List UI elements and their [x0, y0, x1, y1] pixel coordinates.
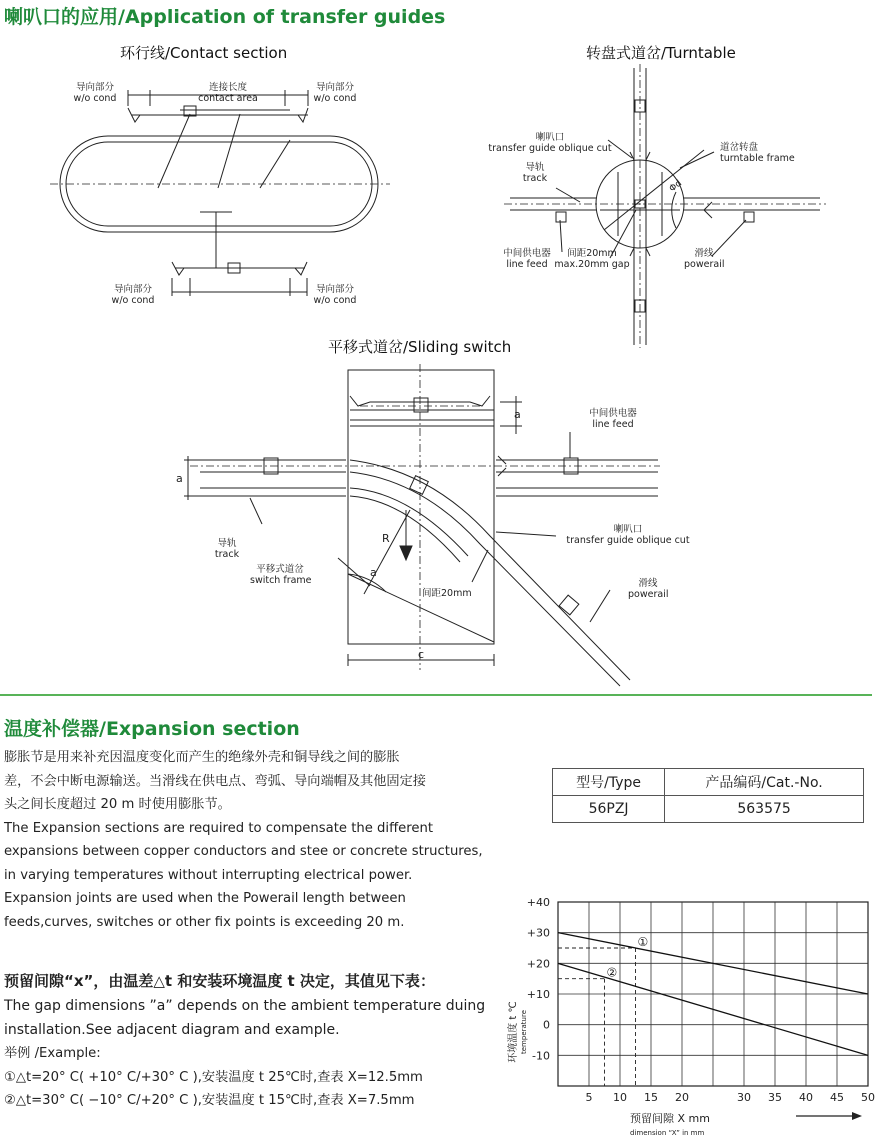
y-tick-label: 0	[543, 1018, 550, 1032]
table-cell: 563575	[665, 796, 864, 823]
example-label: 举例 /Example:	[4, 1046, 101, 1061]
contact-section-title: 环行线/Contact section	[120, 44, 288, 62]
gap-line: installation.See adjacent diagram and example.	[4, 1022, 340, 1038]
table-cell: 56PZJ	[553, 796, 665, 823]
table-row	[553, 796, 864, 823]
x-tick-label: 15	[644, 1091, 658, 1104]
line-feed-label-en: line feed	[592, 419, 634, 430]
x-tick-label: 20	[675, 1091, 689, 1104]
spec-table	[552, 768, 864, 823]
section-divider	[0, 694, 872, 696]
x-axis-arrow	[796, 1112, 862, 1120]
powerail-label-en: powerail	[684, 259, 725, 270]
x-tick-label: 40	[799, 1091, 813, 1104]
oblique-label-cn: 喇叭口	[613, 524, 643, 535]
x-tick-label: 45	[830, 1091, 844, 1104]
sliding-switch-title: 平移式道岔/Sliding switch	[328, 338, 512, 356]
track-label-cn: 导轨	[525, 162, 545, 173]
paragraph-line: feeds,curves, switches or other fix points is exceeding 20 m.	[4, 914, 405, 930]
track-label-en: track	[522, 173, 548, 184]
powerail-label-en: powerail	[628, 589, 669, 600]
powerail-label-cn: 滑线	[694, 248, 714, 259]
table-header-cell: 产品编码/Cat.-No.	[665, 769, 864, 796]
example-marker: ①	[637, 935, 649, 949]
paragraph-line: in varying temperatures without interrupting electrical power.	[4, 867, 413, 883]
section-title-application: 喇叭口的应用/Application of transfer guides	[4, 6, 446, 28]
wo-cond-label-en: w/o cond	[313, 93, 357, 104]
x-tick-label: 30	[737, 1091, 751, 1104]
turntable-frame-label-en: turntable frame	[720, 153, 795, 164]
x-axis-sublabel: dimension “X” in mm	[630, 1129, 705, 1137]
y-tick-label: +30	[526, 926, 550, 940]
offset-a-label-right: a	[514, 408, 521, 421]
y-tick-label: +10	[526, 988, 550, 1001]
track-label-cn: 导轨	[217, 538, 237, 549]
section-title-expansion: 温度补偿器/Expansion section	[4, 718, 300, 740]
temperature-gap-chart	[496, 890, 880, 1140]
gap-heading: 预留间隙“x”，由温差△t 和安装环境温度 t 决定，其值见下表：	[4, 972, 435, 990]
gap-line: The gap dimensions ”a” depends on the ambient temperature duing	[4, 998, 486, 1014]
contact-area-label-en: contact area	[198, 93, 258, 104]
paragraph-line: expansions between copper conductors and stee or concrete structures,	[4, 844, 483, 859]
gap-label-en: max.20mm gap	[554, 259, 630, 270]
wo-cond-label-cn: 导向部分	[315, 284, 354, 295]
oblique-label-en: transfer guide oblique cut	[488, 143, 612, 154]
x-tick-label: 50	[861, 1091, 875, 1104]
gap-description	[4, 994, 485, 1042]
example-block	[4, 1042, 423, 1113]
paragraph-line: 头之间长度超过 20 m 时使用膨胀节。	[4, 797, 231, 812]
table-header-cell: 型号/Type	[553, 769, 665, 796]
paragraph-line: The Expansion sections are required to compensate the different	[4, 820, 434, 836]
example-line: ②△t=30° C( −10° C/+20° C ),安装温度 t 15℃时,查表 X=7.5mm	[4, 1093, 415, 1108]
gap-label-cn: 间距20mm	[567, 248, 617, 259]
switch-frame-label-en: switch frame	[250, 575, 312, 586]
paragraph-line: 膨胀节是用来补充因温度变化而产生的绝缘外壳和铜导线之间的膨胀	[4, 750, 400, 765]
turntable-diagram	[500, 60, 830, 350]
oblique-label-cn: 喇叭口	[535, 132, 565, 143]
x-tick-label: 10	[613, 1091, 627, 1104]
gap-label: 间距20mm	[422, 588, 472, 599]
paragraph-line: 差，不会中断电源输送。当滑线在供电点、弯弧、导向端帽及其他固定接	[4, 773, 426, 789]
turntable-frame-label-cn: 道岔转盘	[720, 142, 759, 153]
expansion-description	[4, 746, 483, 934]
x-tick-label: 5	[585, 1091, 593, 1104]
y-axis-sublabel: temperature	[520, 1010, 528, 1054]
contact-section-diagram	[40, 70, 400, 310]
y-tick-label: -10	[532, 1049, 550, 1063]
y-tick-label: +40	[526, 896, 550, 909]
wo-cond-label-cn: 导向部分	[315, 82, 354, 93]
wo-cond-label-cn: 导向部分	[113, 284, 152, 295]
powerail-label-cn: 滑线	[638, 578, 658, 589]
contact-area-label-cn: 连接长度	[208, 82, 247, 93]
example-marker: ②	[606, 965, 618, 980]
line-feed-label-en: line feed	[506, 259, 548, 270]
wo-cond-label-en: w/o cond	[313, 295, 357, 306]
track-label-en: track	[214, 549, 240, 560]
y-tick-label: +20	[526, 957, 550, 971]
line-feed-label-cn: 中间供电器	[503, 248, 551, 259]
wo-cond-label-en: w/o cond	[73, 93, 117, 104]
dimension-c-label: c	[418, 648, 425, 661]
x-axis-label: 预留间隙 X mm	[630, 1112, 710, 1125]
radius-label: R	[382, 532, 390, 545]
oblique-label-en: transfer guide oblique cut	[566, 535, 690, 546]
wo-cond-label-cn: 导向部分	[75, 82, 114, 93]
wo-cond-label-en: w/o cond	[111, 295, 155, 306]
table-header-row	[553, 769, 864, 796]
turntable-title: 转盘式道岔/Turntable	[586, 44, 736, 62]
line-feed-label-cn: 中间供电器	[589, 408, 637, 419]
offset-a-label-left: a	[176, 472, 183, 485]
y-axis-label: 环境温度 t ℃	[508, 1001, 519, 1063]
x-tick-label: 35	[768, 1091, 782, 1104]
angle-a-label: a	[370, 566, 377, 579]
paragraph-line: Expansion joints are used when the Powerail length between	[4, 891, 406, 906]
example-line: ①△t=20° C( +10° C/+30° C ),安装温度 t 25℃时,查表 X=12.5mm	[4, 1069, 423, 1085]
diameter-label: Φd	[667, 178, 684, 195]
switch-frame-label-cn: 平移式道岔	[256, 564, 304, 575]
